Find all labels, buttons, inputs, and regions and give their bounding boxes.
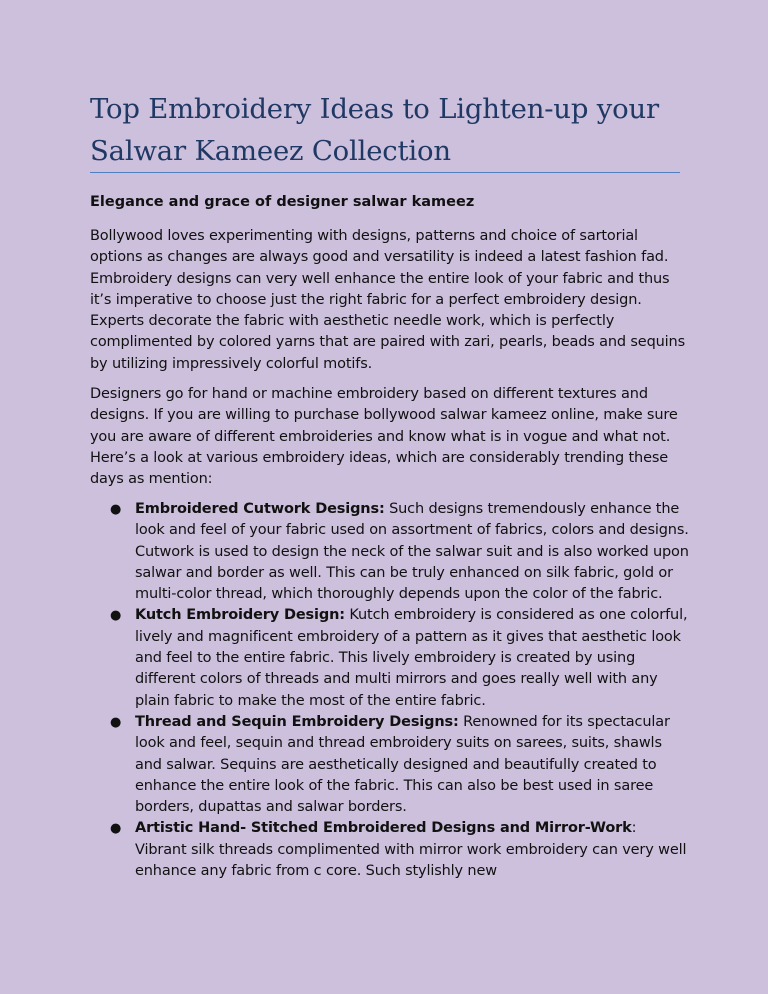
list-item-text: Such designs tremendously enhance the look and feel of your fabric used on assortment of fabrics, colors and designs. Cutwork is used to design the neck of the salwar suit and is also worked upon salwar and border as well. This can be truly enhanced on silk fabric, gold or multi-color thread, which thoroughly depends upon the color of the fabric. (135, 501, 689, 603)
list-item-text: Renowned for its spectacular look and feel, sequin and thread embroidery suits on sarees, suits, shawls and salwar. Sequins are aesthetically designed and beautifully created to enhance the entire look of the fabric. This can also be best used in saree borders, dupattas and salwar borders. (135, 713, 670, 816)
list-item-text: : Vibrant silk threads complimented with mirror work embroidery can very well enhance any fabric from c core. Such stylishly new (135, 820, 687, 880)
list-item-title: Artistic Hand- Stitched Embroidered Designs and Mirror-Work (135, 820, 632, 837)
body-paragraph-2: Designers go for hand or machine embroidery based on different textures and designs. If you are willing to purchase bollywood salwar kameez online, make sure you are aware of different embroideries and know what is in vogue and what not. Here’s a look at various embroidery ideas, which are considerably trending these days as mention: (90, 386, 678, 488)
list-item-title: Thread and Sequin Embroidery Designs: (135, 713, 459, 730)
bullet-icon: ● (110, 608, 122, 624)
title-underline (90, 172, 680, 173)
body-paragraph-1: Bollywood loves experimenting with designs, patterns and choice of sartorial options as changes are always good and versatility is indeed a latest fashion fad. Embroidery designs can very well enhance the entire look of your fabric and thus it’s imperative to choose just the right fabric for a perfect embroidery design. Experts decorate the fabric with aesthetic needle work, which is perfectly complimented by colored yarns that are paired with zari, pearls, beads and sequins by utilizing impressively colorful motifs. (90, 228, 685, 372)
bullet-icon: ● (110, 714, 122, 730)
embroidery-list (90, 499, 690, 882)
page-title: Top Embroidery Ideas to Lighten-up your Salwar Kameez Collection (90, 93, 659, 167)
bullet-icon: ● (110, 821, 122, 837)
list-item (90, 818, 690, 882)
list-item-text: Kutch embroidery is considered as one colorful, lively and magnificent embroidery of a pattern as it gives that aesthetic look and feel to the entire fabric. This lively embroidery is created by using different colors of threads and multi mirrors and goes really well with any plain fabric to make the most of the entire fabric. (135, 607, 688, 709)
list-item (90, 605, 690, 711)
bullet-icon: ● (110, 502, 122, 517)
list-item-title: Kutch Embroidery Design: (135, 607, 345, 624)
list-item-title: Embroidered Cutwork Designs: (135, 501, 385, 517)
list-item (90, 712, 690, 818)
list-item (90, 499, 690, 605)
section-subheading: Elegance and grace of designer salwar kameez (90, 194, 475, 210)
